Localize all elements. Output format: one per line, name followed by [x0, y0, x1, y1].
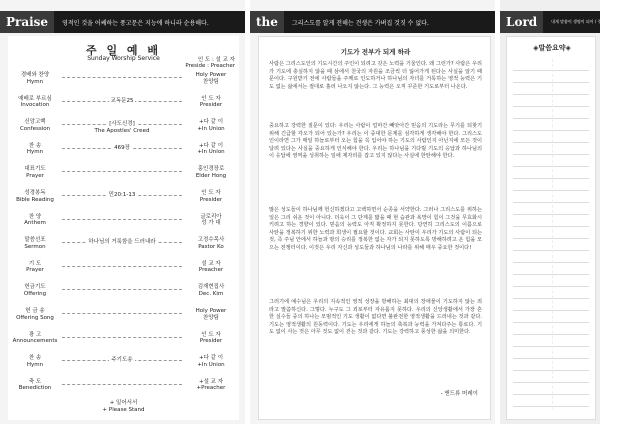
page-title: 주 일 예 배: [86, 44, 161, 57]
order-item-en: Hymn: [26, 78, 44, 85]
order-row: [8, 284, 239, 302]
summary-title: ◈말씀요약◈: [533, 44, 571, 52]
officiant-legend: [185, 57, 235, 69]
order-item-en: Offering Song: [16, 314, 54, 321]
order-leader-secondary: 찬양팀: [203, 314, 219, 321]
order-item-ko: 찬 양: [28, 213, 42, 220]
the-band-text: 그리스도를 알게 전해는 견생은 가벼집 것짓 수 없다.: [291, 19, 429, 27]
order-item-ko: 헌금기도: [24, 284, 46, 291]
order-leader-secondary: Dec. Kim: [198, 290, 224, 297]
order-item-en: Invocation: [20, 102, 50, 109]
order-item-detail-text: 교독문25: [110, 97, 134, 104]
order-item-leader: [185, 214, 237, 227]
order-item-detail-text: 하나님의 거룩함을 드러내라: [88, 239, 156, 246]
order-item-ko: 헌 금 송: [25, 308, 45, 314]
dotted-leader: [62, 219, 182, 220]
the-band: [250, 11, 495, 33]
order-item-en: Announcements: [12, 338, 58, 345]
order-leader-secondary: 찬양팀: [203, 78, 219, 85]
order-item-name: [10, 308, 60, 321]
author: - 앤드류 머레이: [440, 391, 478, 397]
order-leader-primary: +다 같 이: [198, 119, 224, 126]
order-leader-primary: 인 도 자: [201, 331, 221, 338]
order-item-leader: [185, 96, 237, 109]
order-item-leader: [185, 308, 237, 321]
order-leader-secondary: +In Union: [197, 125, 225, 132]
paragraph-2: 중요하고 강력한 질문이 있다: 우리는 사람이 얼마간 빼앗아간 믿음의 기도라는 무기를 되찾기 위해 긴급할 각오가 되어 있는가? 우리는 이 중대한 문제를 심각하게 생각해야 한다. 그리스도인이라면 그가 매일 하늘로부터 오는 힘을 꼭 입어야 하는 기도의 사람인지 아닌지에 모든 것이 달려 있다는 사실을 중요하게 인식해야 한다. 우리는 하나님을 기다릴 기도의 응답과 하나님의 이 응답에 영역을 성취하는 일에 제자리를 잡고 있지 않다는 사실에 한탄해야 한다.: [269, 123, 482, 160]
order-row: [8, 214, 239, 232]
order-item-ko: 찬 송: [28, 142, 42, 149]
order-item-ko: 축 도: [28, 378, 42, 385]
paragraph-1: 사람은 그리스도인의 기도시간의 주인이 되려고 갖은 노력을 기울인다. 왜 그런가? 사람은 우리가 기도에 충실하지 않을 때 삼에서 천국의 자원을 조금씩 더 잃어가게 된다는 사실을 알기 때문이다. 구원받기 전에 사람들을 주께로 인도하거나 하나님의 자녀를 거룩하는 영적 능력은 기도 없는 삶에서는 절대로 흘러 나오지 않는다. 그 능력은 오직 꾸준한 기도로부터 나온다.: [269, 61, 482, 90]
order-row: [8, 379, 239, 397]
note-center-divider: [552, 59, 553, 409]
footnote-ko: + 일어서서: [109, 400, 138, 406]
order-leader-primary: Holy Power: [195, 308, 227, 314]
order-leader-secondary: Elder Hong: [195, 172, 227, 179]
order-leader-secondary: Preacher: [198, 267, 224, 274]
order-item-en: Hymn: [26, 149, 44, 156]
order-item-name: [10, 72, 60, 85]
order-leader-secondary: Presider: [199, 102, 223, 109]
order-leader-primary: +다 같 이: [198, 142, 224, 149]
notes-panel: [500, 0, 639, 424]
order-row: [8, 119, 239, 137]
dotted-leader: [62, 313, 182, 314]
order-item-en: Benediction: [18, 385, 52, 392]
order-leader-secondary: Presider: [199, 338, 223, 345]
order-item-ko: 성경봉독: [24, 190, 46, 196]
order-item-ko: 기 도: [28, 260, 42, 267]
paragraph-4: 그러기에 예수님은 우리의 지속적인 영적 성장을 방해하는 최대의 장애물이 기도하지 않는 죄라고 말씀하신다. 그렇다. 누구도 그 죄로부터 자유롭지 못하다. 우리의 신앙생활에서 가장 흔한 실수들 중의 하나는 모범적인 기도 생활이 없다면 불완전한 영적생활을 드러내는 것과 같다. 기도는 영적생활의 원동력이다. 기도는 우리에게 하늘의 축복과 능력을 가져다주는 통로다. 기도 없이 사는 것은 아무 것도 없이 걷는 것과 같다. 기도는 강력하고 풍성한 삶을 의미한다.: [269, 299, 482, 336]
order-leader-primary: 인 도 자: [201, 190, 221, 196]
dotted-leader: [62, 171, 182, 172]
order-item-leader: [185, 143, 237, 156]
lord-band-text: 내게 말씀이 생명이 되어 / 주님이 내게 말씀하시네: [551, 19, 639, 24]
order-item-detail-text: [사도신경]: [109, 121, 135, 128]
order-item-en: Hymn: [26, 361, 44, 368]
order-item-leader: [185, 72, 237, 85]
order-row: [8, 96, 239, 114]
page-subtitle: Sunday Worship Service: [87, 55, 160, 62]
sermon-sheet: [258, 36, 491, 420]
order-row: [8, 190, 239, 208]
order-item-leader: [185, 284, 237, 297]
order-item-leader: [185, 166, 237, 179]
order-row: [8, 332, 239, 350]
order-row: [8, 143, 239, 161]
footnote-en: + Please Stand: [102, 407, 145, 413]
officiant-line2: Preside : Preacher: [185, 63, 235, 69]
order-item-name: [10, 284, 60, 297]
order-leader-secondary: +In Union: [197, 149, 225, 156]
order-item-detail: [62, 98, 182, 105]
order-item-leader: [185, 119, 237, 132]
order-item-detail: [62, 192, 182, 199]
order-leader-primary: +설 교 자: [198, 378, 224, 385]
order-item-leader: [185, 237, 237, 250]
worship-order-panel: [0, 0, 245, 424]
dotted-leader: [62, 337, 182, 338]
dotted-leader: [62, 266, 182, 267]
order-item-name: [10, 261, 60, 274]
order-leader-secondary: Pastor Ko: [198, 243, 224, 250]
order-row: [8, 355, 239, 373]
order-row: [8, 237, 239, 255]
order-leader-primary: 홍인경장로: [197, 166, 225, 173]
order-item-name: [10, 119, 60, 132]
sermon-title: 기도가 전부가 되게 하라: [340, 48, 411, 56]
order-item-name: [10, 190, 60, 203]
order-item-name: [10, 166, 60, 179]
praise-band-text: 영적인 것을 어쌔하는 풍고문은 지능에 하니라 순용해다.: [62, 19, 209, 27]
order-item-detail: [62, 357, 182, 364]
order-leader-primary: +다 같 이: [198, 355, 224, 362]
order-leader-primary: 김재현집사: [197, 284, 225, 291]
officiant-line1: 인 도 : 설 교 자: [197, 57, 235, 63]
order-item-detail: [62, 145, 182, 152]
order-item-en: Prayer: [26, 267, 44, 274]
order-leader-secondary: +In Union: [197, 361, 225, 368]
order-item-en: Anthem: [24, 220, 46, 227]
order-leader-primary: 글로리아: [200, 213, 222, 220]
order-row: [8, 308, 239, 326]
order-item-ko: 말씀선포: [24, 237, 46, 244]
order-item-ko: 예배로 부르심: [18, 95, 52, 102]
order-item-leader: [185, 190, 237, 203]
order-item-leader: [185, 355, 237, 368]
paragraph-3: 많은 성도들이 하나님께 헌신하겠다고 고백하면서 순종을 서약한다. 그러나 그리스도를 위하는 일은 그리 쉬운 것이 아니다. 더욱이 그 단계를 밟을 때 현 습관과 욕망이 힘이 그것을 무효화시키려고 하는 경향이 있다. 믿음의 능력도 아직 확정하지 못한다. 당연히 그리스도의 이름으로 사탄을 정복하기 위한 노력과 희생이 필요할 것이다. 교회는 사탄이 우리가 기도의 사람이 되는 것, 즉 주님 안에서 하늘과 땅의 승리를 정복한 없는 자가 되지 못하도록 방해하려고 온 힘을 모으는 전쟁터이다. 이것은 우리 자신과 성도들과 하나님의 나라를 위해 매우 중요한 것이다!: [269, 207, 482, 251]
order-item-detail: [62, 239, 182, 246]
order-item-name: [10, 214, 60, 227]
the-tag: the: [250, 11, 284, 33]
order-leader-secondary: Presider: [199, 196, 223, 203]
lord-tag: Lord: [500, 11, 543, 33]
lord-band: [500, 11, 639, 33]
order-item-en: Bible Reading: [16, 196, 54, 203]
order-item-ko: 찬 송: [28, 355, 42, 362]
order-leader-primary: 설 교 자: [201, 260, 221, 267]
order-leader-primary: 고정수목사: [197, 237, 225, 244]
order-leader-secondary: +Preacher: [196, 385, 226, 392]
order-item-en: Prayer: [26, 172, 44, 179]
praise-band: [0, 11, 245, 33]
order-item-ko: 대표기도: [24, 166, 46, 173]
order-item-name: [10, 355, 60, 368]
order-item-detail-text: 469장: [114, 144, 130, 151]
order-item-detail: [62, 121, 182, 134]
dotted-leader: [62, 77, 182, 78]
order-item-name: [10, 96, 60, 109]
order-row: [8, 72, 239, 90]
order-item-name: [10, 143, 60, 156]
order-item-ko: 신앙고백: [24, 119, 46, 126]
order-item-leader: [185, 379, 237, 392]
order-leader-primary: Holy Power: [195, 72, 227, 78]
order-item-name: [10, 237, 60, 250]
footnote: [8, 400, 239, 414]
order-item-detail-sub: The Apostles' Creed: [94, 127, 150, 134]
order-item-name: [10, 332, 60, 345]
sermon-panel: [250, 0, 495, 424]
order-item-en: Sermon: [24, 243, 46, 250]
dotted-leader: [62, 384, 182, 385]
order-row: [8, 166, 239, 184]
dotted-leader: [62, 289, 182, 290]
order-leader-primary: 인 도 자: [201, 95, 221, 102]
order-sheet: [8, 36, 239, 420]
order-item-leader: [185, 332, 237, 345]
order-item-en: Confession: [19, 125, 51, 132]
order-item-ko: 경배와 찬양: [20, 72, 50, 78]
note-lines[interactable]: [513, 59, 589, 409]
order-item-name: [10, 379, 60, 392]
praise-tag: Praise: [0, 11, 54, 33]
order-row: [8, 261, 239, 279]
order-item-en: Offering: [23, 290, 47, 297]
notes-sheet: [506, 36, 596, 420]
order-leader-secondary: 성 가 대: [201, 220, 221, 227]
order-item-ko: 광 고: [28, 331, 42, 338]
order-item-detail-text: 주기도송: [111, 357, 133, 364]
order-item-detail-text: 민20:1-13: [108, 192, 136, 198]
order-item-leader: [185, 261, 237, 274]
